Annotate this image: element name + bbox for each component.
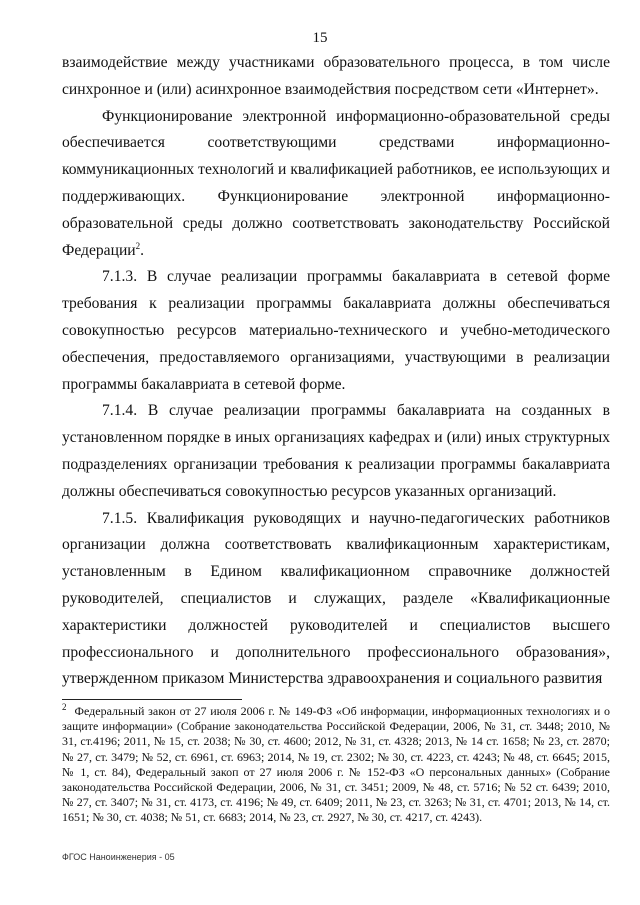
paragraph-text: 7.1.4. В случае реализации программы бакалавриата на созданных в установленном порядке в иных организациях кафедрах и (или) иных структурных подразделениях организации требования к реализации программы бакалавриата должны обеспечиваться совокупностью ресурсов указанных организаций. <box>62 402 610 500</box>
page-footer: ФГОС Наноинженерия - 05 <box>62 852 175 862</box>
paragraph-text: 7.1.3. В случае реализации программы бакалавриата в сетевой форме требования к реализации программы бакалавриата должны обеспечиваться совокупностью ресурсов материально-технического и учебно-методического обеспечения, предоставляемого организациями, участвующими в реализации программы бакалавриата в сетевой форме. <box>62 268 610 393</box>
paragraph <box>62 398 610 505</box>
paragraph-text: взаимодействие между участниками образовательного процесса, в том числе синхронное и (или) асинхронное взаимодействия посредством сети «Интернет». <box>62 54 610 98</box>
paragraph <box>62 50 610 104</box>
body-text <box>62 50 610 693</box>
footnote-text: Федеральный закон от 27 июля 2006 г. № 149-ФЗ «Об информации, информационных технологиях и о защите информации» (Собрание законодательства Российской Федерации, 2006, № 31, ст. 3448; 2010, № 31, ст.4196; 2011, № 15, ст. 2038; № 30, ст. 4600; 2012, № 31, ст. 4328; 2013, № 14 ст. 1658; № 23, ст. 2870; № 27, ст. 3479; № 52, ст. 6961, ст. 6963; 2014, № 19, ст. 2302; № 30, ст. 4223, ст. 4243; № 48, ст. 6645; 2015, № 1, ст. 84), Федеральный закоп от 27 июля 2006 г. № 152-ФЗ «О персональных данных» (Собрание законодательства Российской Федерации, 2006, № 31, ст. 3451; 2009, № 48, ст. 5716; № 52 ст. 6439; 2010, № 27, ст. 3407; № 31, ст. 4173, ст. 4196; № 49, ст. 6409; 2011, № 23, ст. 3263; № 31, ст. 4701; 2013, № 14, ст. 1651; № 30, ст. 4038; № 51, ст. 6683; 2014, № 23, ст. 2927, № 30, ст. 4217, ст. 4243). <box>62 704 610 825</box>
footnote-separator <box>62 699 242 700</box>
footnote <box>62 704 610 826</box>
paragraph-text: 7.1.5. Квалификация руководящих и научно-педагогических работников организации должна соответствовать квалификационным характеристикам, установленным в Едином квалификационном справочнике должностей руководителей, специалистов и служащих, разделе «Квалификационные характеристики должностей руководителей и специалистов высшего профессионального и дополнительного профессионального образования», утвержденном приказом Министерства здравоохранения и социального развития <box>62 509 610 688</box>
paragraph <box>62 506 610 694</box>
paragraph <box>62 264 610 398</box>
footnote-reference[interactable]: 2 <box>135 240 141 251</box>
page-number: 15 <box>312 30 328 46</box>
paragraph-text: Функционирование электронной информационно-образовательной среды обеспечивается соответствующими средствами информационно-коммуникационных технологий и квалификацией работников, ее использующих и поддерживающих. Функционирование электронной информационно-образовательной среды должно соответствовать законодательству Российской Федерации <box>62 107 610 259</box>
paragraph: Функционирование электронной информационно-образовательной среды обеспечивается соответствующими средствами информационно-коммуникационных технологий и квалификацией работников, ее использующих и поддерживающих. Функционирование электронной информационно-образовательной среды должно соответствовать законодательству Российской Федерации$^2$. <box>62 107 610 259</box>
footnote-mark: 2 <box>62 702 67 712</box>
